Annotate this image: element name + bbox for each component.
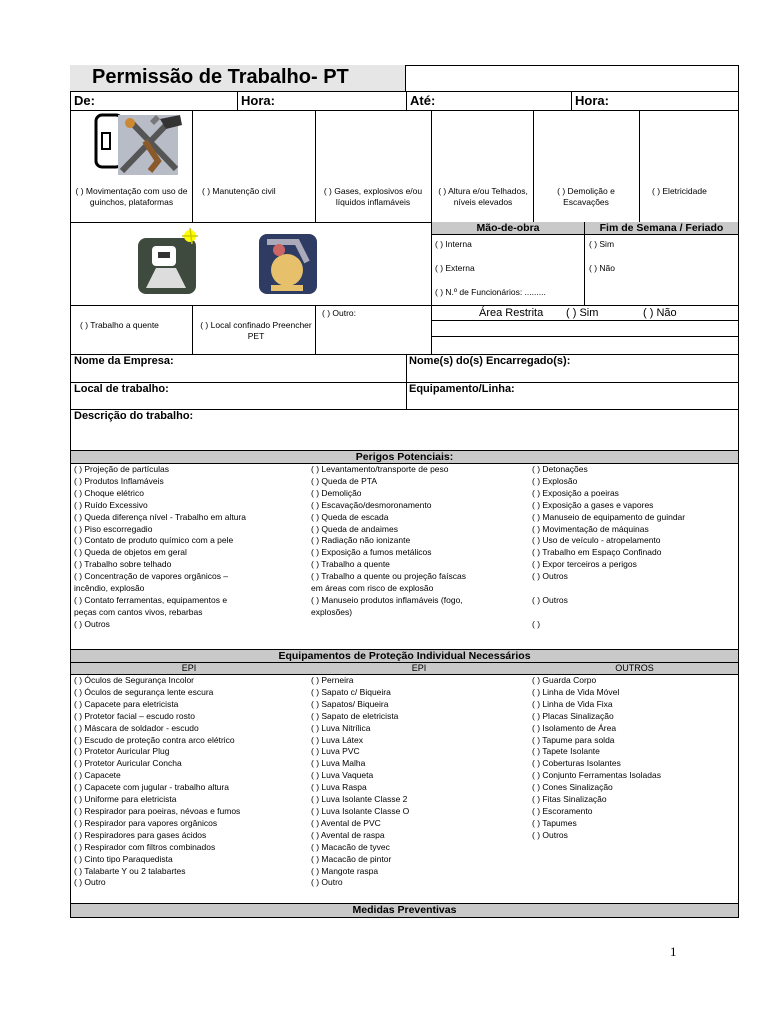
epi-item[interactable]: ( ) Luva Vaqueta [311,770,374,781]
perigo-item[interactable]: ( ) Levantamento/transporte de peso [311,464,449,474]
perigo-item[interactable]: ( ) Ruído Excessivo [74,499,148,510]
epi-item[interactable]: ( ) Tapume para solda [532,734,615,745]
epi-item[interactable]: ( ) Sapato de eletricista [311,710,399,721]
epi-item[interactable]: ( ) Tapumes [532,817,577,828]
fim-semana-header: Fim de Semana / Feriado [585,222,738,234]
epi-item[interactable]: ( ) Placas Sinalização [532,710,614,721]
perigo-item[interactable]: ( ) Outros [532,571,568,582]
perigo-item[interactable]: ( ) Uso de veículo - atropelamento [532,535,661,546]
epi-item[interactable]: ( ) Uniforme para eletricista [74,794,177,805]
epi-col-header-3: OUTROS [615,663,654,673]
work-type-movimentacao[interactable]: ( ) Movimentação com uso de guinchos, plataformas [75,186,188,207]
epi-item[interactable]: ( ) Mangote raspa [311,865,379,876]
epi-col-header-1: EPI [181,663,197,673]
work-type-eletricidade[interactable]: ( ) Eletricidade [652,186,707,196]
work-type-manutencao[interactable]: ( ) Manutenção civil [202,186,276,196]
epi-item[interactable]: ( ) Cinto tipo Paraquedista [74,853,173,864]
epi-item[interactable]: ( ) Capacete com jugular - trabalho altura [74,782,229,793]
epi-item[interactable]: ( ) Isolamento de Área [532,722,617,733]
epi-item[interactable]: ( ) Óculos de segurança lente escura [74,686,214,697]
medidas-header: Medidas Preventivas [71,904,738,917]
perigo-item[interactable]: ( ) Piso escorregadio [74,523,153,534]
area-restrita-label: Área Restrita [479,307,544,319]
epi-item[interactable]: ( ) Cones Sinalização [532,782,613,793]
work-type-demolicao[interactable]: ( ) Demolição e Escavações [557,186,615,207]
perigo-item[interactable]: ( ) Choque elétrico [74,487,144,498]
epi-item[interactable]: ( ) Coberturas Isolantes [532,758,621,769]
epi-item[interactable]: ( ) Talabarte Y ou 2 talabartes [74,865,186,876]
epi-item[interactable]: ( ) Luva Isolante Classe 2 [311,794,408,805]
confined-space-icon [257,232,319,298]
epi-item[interactable]: ( ) Macacão de tyvec [311,841,390,852]
perigos-col-1 [74,464,246,631]
perigo-item[interactable]: ( ) Trabalho sobre telhado [74,559,172,570]
perigo-item[interactable]: ( ) Detonações [532,464,588,474]
epi-item[interactable]: ( ) Protetor facial – escudo rosto [74,710,195,721]
perigo-item[interactable]: ( ) Radiação não ionizante [311,535,411,546]
epi-item[interactable]: ( ) Capacete para eletricista [74,698,179,709]
perigo-item[interactable]: ( ) Demolição [311,487,362,498]
epi-item[interactable]: ( ) Outros [532,829,568,840]
mao-obra-funcionarios[interactable]: ( ) N.º de Funcionários: ......... [435,287,546,297]
epi-item[interactable]: ( ) Protetor Auricular Concha [74,758,182,769]
page-title: Permissão de Trabalho- PT [92,66,349,88]
descricao-field-label[interactable]: Descrição do trabalho: [74,410,194,422]
empresa-field-label[interactable]: Nome da Empresa: [74,355,174,367]
perigo-item[interactable]: ( ) Explosão [532,475,578,486]
perigo-item[interactable]: ( ) Produtos Inflamáveis [74,475,164,486]
perigo-item[interactable]: ( ) Queda de objetos em geral [74,547,187,558]
perigo-item[interactable]: ( ) Trabalho a quente ou projeção faíscas [311,571,466,582]
epi-item[interactable]: ( ) Respiradores para gases ácidos [74,829,207,840]
epi-item[interactable]: ( ) Sapato c/ Biqueira [311,686,391,697]
perigo-item-spacer [532,583,685,595]
epi-col-header-2: EPI [411,663,427,673]
hora-label-2: Hora: [575,93,609,108]
epi-item[interactable]: ( ) Outro [311,877,343,888]
de-label: De: [74,93,95,108]
tools-icon [90,111,195,181]
perigo-item[interactable]: ( ) Trabalho em Espaço Confinado [532,547,662,558]
work-type-local-confinado[interactable]: ( ) Local confinado Preencher PET [200,320,312,341]
perigo-item[interactable]: ( ) [532,618,541,629]
ate-label: Até: [410,93,436,108]
perigo-item[interactable]: ( ) Queda de PTA [311,475,377,486]
perigo-item[interactable]: ( ) Manuseio produtos inflamáveis (fogo, [311,594,463,605]
epi-item[interactable]: ( ) Sapatos/ Biqueira [311,698,389,709]
perigo-item[interactable]: ( ) Queda diferença nível - Trabalho em altura [74,511,246,522]
perigo-item-spacer [532,607,685,619]
fim-semana-sim[interactable]: ( ) Sim [589,239,615,249]
epi-item[interactable]: ( ) Macacão de pintor [311,853,392,864]
epi-item[interactable]: ( ) Luva PVC [311,746,360,757]
area-restrita-sim[interactable]: ( ) Sim [566,307,599,319]
perigo-item[interactable]: ( ) Movimentação de máquinas [532,523,649,534]
perigo-item[interactable]: ( ) Queda de escada [311,511,389,522]
epi-item[interactable]: ( ) Capacete [74,770,121,781]
perigo-item[interactable]: ( ) Projeção de partículas [74,464,169,474]
epi-item[interactable]: ( ) Luva Malha [311,758,366,769]
perigos-header: Perigos Potenciais: [71,451,738,463]
epi-item[interactable]: ( ) Protetor Auricular Plug [74,746,170,757]
epi-item[interactable]: ( ) Avental de PVC [311,817,381,828]
epi-item[interactable]: ( ) Respirador para vapores orgânicos [74,817,218,828]
perigo-item[interactable]: ( ) Exposição a poeiras [532,487,619,498]
perigo-item[interactable]: ( ) Expor terceiros a perigos [532,559,637,570]
perigo-item[interactable]: ( ) Outros [74,618,110,629]
perigos-col-2 [311,464,466,619]
epi-item[interactable]: ( ) Respirador com filtros combinados [74,841,216,852]
perigo-item[interactable]: ( ) Concentração de vapores orgânicos – [74,571,229,582]
epi-col-1 [74,675,240,889]
work-type-altura[interactable]: ( ) Altura e/ou Telhados, níveis elevados [438,186,528,207]
epi-item[interactable]: ( ) Luva Raspa [311,782,367,793]
perigo-item[interactable]: ( ) Exposição a fumos metálicos [311,547,432,558]
epi-col-2 [311,675,409,889]
hora-label-1: Hora: [241,93,275,108]
perigo-item[interactable]: ( ) Contato de produto químico com a pele [74,535,234,546]
perigo-item[interactable]: ( ) Exposição a gases e vapores [532,499,654,510]
encarregado-field-label[interactable]: Nome(s) do(s) Encarregado(s): [409,355,571,367]
fim-semana-nao[interactable]: ( ) Não [589,263,615,273]
work-type-gases[interactable]: ( ) Gases, explosivos e/ou líquidos inflamáveis [323,186,423,207]
epi-item[interactable]: ( ) Máscara de soldador - escudo [74,722,199,733]
equipamento-field-label[interactable]: Equipamento/Linha: [409,383,515,395]
epi-item[interactable]: ( ) Conjunto Ferramentas Isoladas [532,770,661,781]
epi-item[interactable]: ( ) Avental de raspa [311,829,385,840]
epi-col-3 [532,675,661,842]
perigo-item-cont: explosões) [311,606,353,617]
work-type-outro[interactable]: ( ) Outro: [322,308,357,318]
epi-item[interactable]: ( ) Luva Isolante Classe O [311,805,410,816]
perigo-item-cont: incêndio, explosão [74,583,145,594]
perigos-col-3 [532,464,685,631]
perigo-item[interactable]: ( ) Outros [532,594,568,605]
perigo-item-cont: em áreas com risco de explosão [311,583,434,594]
epi-item[interactable]: ( ) Luva Nitrílica [311,722,371,733]
epi-item[interactable]: ( ) Outro [74,877,106,888]
perigo-item[interactable]: ( ) Manuseio de equipamento de guindar [532,511,686,522]
epi-item[interactable]: ( ) Escoramento [532,805,593,816]
epi-item[interactable]: ( ) Linha de Vida Móvel [532,686,620,697]
epi-item[interactable]: ( ) Fitas Sinalização [532,794,607,805]
perigo-item[interactable]: ( ) Queda de andaimes [311,523,398,534]
perigo-item[interactable]: ( ) Contato ferramentas, equipamentos e [74,594,228,605]
perigo-item[interactable]: ( ) Escavação/desmoronamento [311,499,432,510]
epi-item[interactable]: ( ) Linha de Vida Fixa [532,698,613,709]
epi-item[interactable]: ( ) Tapete Isolante [532,746,600,757]
epi-item[interactable]: ( ) Guarda Corpo [532,675,597,685]
epi-item[interactable]: ( ) Escudo de proteção contra arco elétrico [74,734,235,745]
epi-item[interactable]: ( ) Respirador para poeiras, névoas e fumos [74,805,241,816]
local-field-label[interactable]: Local de trabalho: [74,383,169,395]
mao-de-obra-header: Mão-de-obra [432,222,584,234]
work-type-trabalho-quente[interactable]: ( ) Trabalho a quente [80,320,159,330]
epi-item[interactable]: ( ) Óculos de Segurança Incolor [74,675,195,685]
mao-obra-interna[interactable]: ( ) Interna [435,239,472,249]
page-number: 1 [670,944,677,959]
epi-item[interactable]: ( ) Luva Látex [311,734,363,745]
perigo-item-cont: peças com cantos vivos, rebarbas [74,606,203,617]
area-restrita-nao[interactable]: ( ) Não [643,307,677,319]
epi-header: Equipamentos de Proteção Individual Necessários [71,650,738,662]
epi-item[interactable]: ( ) Perneira [311,675,354,685]
mao-obra-externa[interactable]: ( ) Externa [435,263,475,273]
welder-icon [136,228,200,296]
perigo-item[interactable]: ( ) Trabalho a quente [311,559,390,570]
